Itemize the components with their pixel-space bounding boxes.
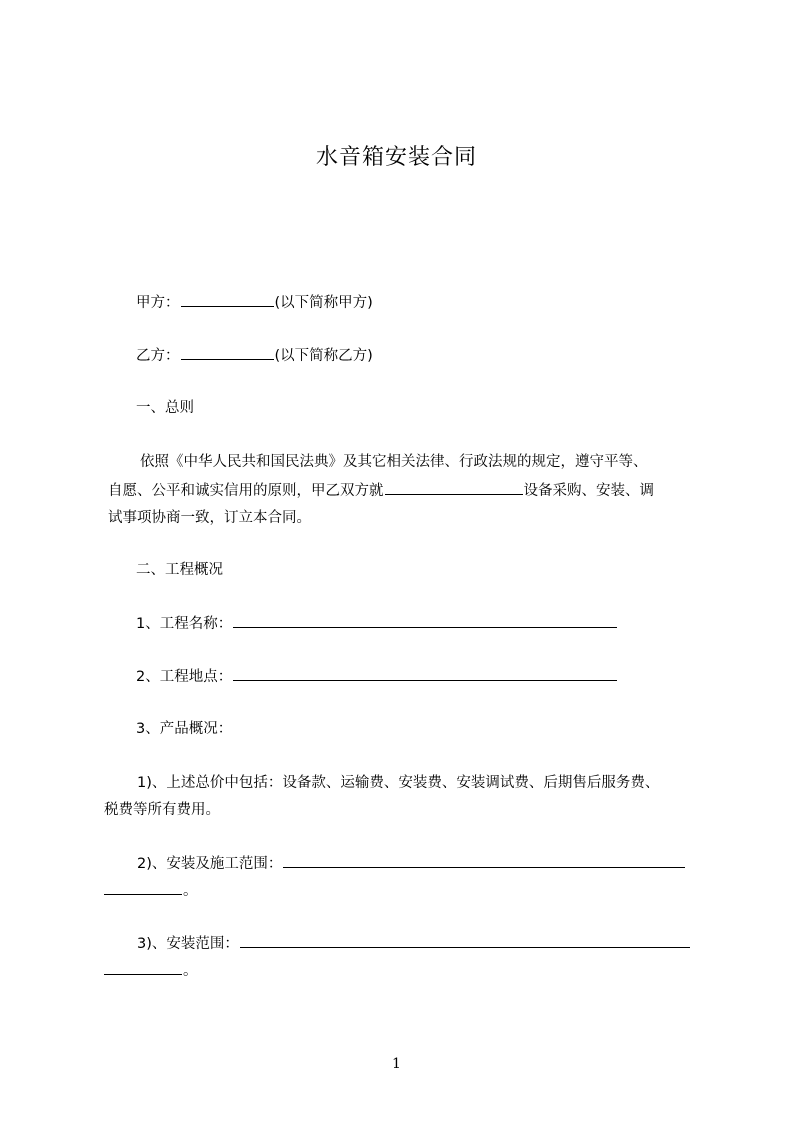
intro-line-1: 依照《中华人民共和国民法典》及其它相关法律、行政法规的规定，遵守平等、 — [140, 454, 648, 470]
page-number: 1 — [392, 1056, 401, 1072]
sub-2-line-2 — [104, 880, 198, 901]
sub-2-label: 2)、安装及施工范围： — [137, 856, 283, 872]
sub-3-blank[interactable] — [240, 933, 690, 948]
project-name-line — [136, 613, 618, 634]
intro-line-2-suffix: 设备采购、安装、调 — [523, 483, 654, 499]
sub-3-blank-cont[interactable] — [104, 960, 182, 975]
sub-3-label: 3)、安装范围： — [137, 936, 239, 952]
sub-1-line-1: 1)、上述总价中包括：设备款、运输费、安装费、安装调试费、后期售后服务费、 — [137, 775, 660, 791]
intro-line-2-prefix: 自愿、公平和诚实信用的原则，甲乙双方就 — [108, 483, 384, 499]
sub-3-line-1 — [137, 933, 691, 954]
party-a-label: 甲方： — [136, 295, 180, 311]
sub-2-blank[interactable] — [283, 853, 685, 868]
project-name-blank[interactable] — [233, 613, 617, 628]
party-b-suffix: (以下简称乙方) — [274, 348, 373, 364]
intro-line-3: 试事项协商一致，订立本合同。 — [108, 510, 311, 526]
intro-project-blank[interactable] — [385, 480, 523, 495]
project-name-label: 1、工程名称： — [136, 616, 233, 632]
product-overview-label: 3、产品概况： — [136, 721, 233, 737]
sub-3-end: 。 — [183, 963, 198, 979]
party-a-suffix: (以下简称甲方) — [274, 295, 373, 311]
party-b-label: 乙方： — [136, 348, 180, 364]
sub-2-blank-cont[interactable] — [104, 880, 182, 895]
document-title: 水音箱安装合同 — [315, 145, 477, 170]
intro-line-2 — [108, 480, 654, 501]
section-1-heading: 一、总则 — [136, 400, 194, 416]
sub-2-line-1 — [137, 853, 686, 874]
project-location-blank[interactable] — [233, 666, 617, 681]
party-a-blank[interactable] — [181, 292, 274, 307]
sub-2-end: 。 — [183, 883, 198, 899]
project-location-line — [136, 666, 618, 687]
section-2-heading: 二、工程概况 — [136, 562, 223, 578]
project-location-label: 2、工程地点： — [136, 669, 233, 685]
party-a-line — [136, 292, 373, 313]
sub-1-line-2: 税费等所有费用。 — [104, 802, 220, 818]
party-b-line — [136, 345, 373, 366]
party-b-blank[interactable] — [181, 345, 274, 360]
sub-3-line-2 — [104, 960, 198, 981]
